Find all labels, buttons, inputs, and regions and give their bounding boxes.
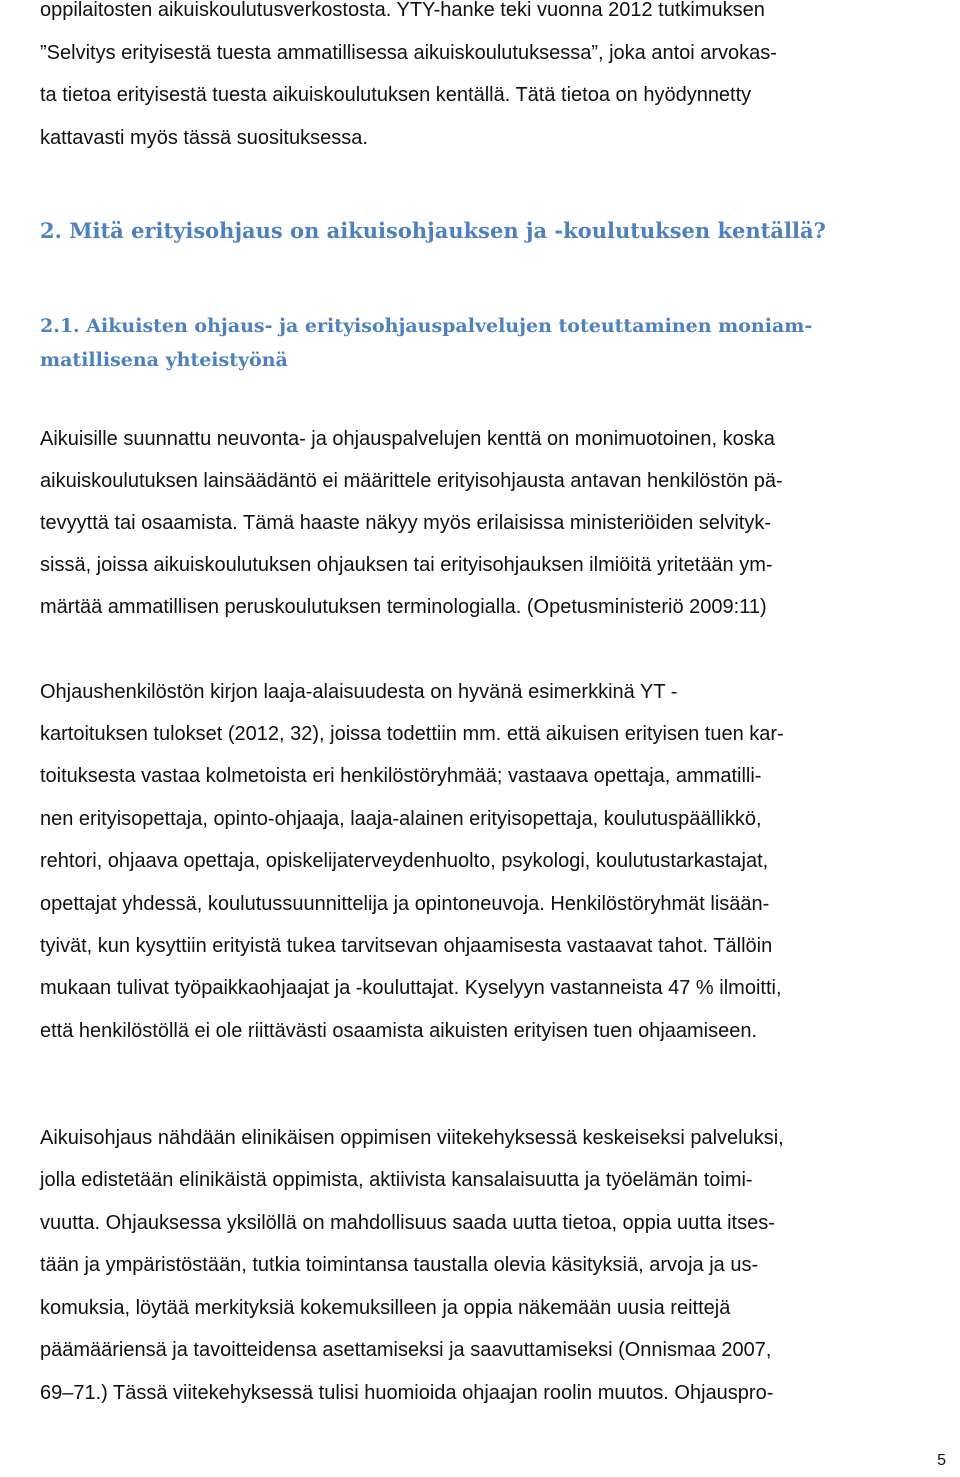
- text-line: Aikuisille suunnattu neuvonta- ja ohjauspalvelujen kenttä on monimuotoinen, koska: [40, 428, 775, 450]
- text-line: Aikuisohjaus nähdään elinikäisen oppimisen viitekehyksessä keskeiseksi palveluksi,: [40, 1127, 784, 1149]
- text-line: opettajat yhdessä, koulutussuunnittelija ja opintoneuvoja. Henkilöstöryhmät lisään-: [40, 893, 770, 915]
- text-line: nen erityisopettaja, opinto-ohjaaja, laaja-alainen erityisopettaja, koulutuspäällikkö,: [40, 808, 762, 830]
- text-line: mukaan tulivat työpaikkaohjaajat ja -kouluttajat. Kyselyyn vastanneista 47 % ilmoitti,: [40, 977, 782, 999]
- text-line: oppilaitosten aikuiskoulutusverkostosta. YTY-hanke teki vuonna 2012 tutkimuksen: [40, 0, 765, 21]
- page-number: 5: [937, 1452, 946, 1469]
- text-line: toituksesta vastaa kolmetoista eri henkilöstöryhmää; vastaava opettaja, ammatilli-: [40, 765, 762, 787]
- text-line: 69–71.) Tässä viitekehyksessä tulisi huomioida ohjaajan roolin muutos. Ohjauspro-: [40, 1382, 774, 1404]
- text-line: kattavasti myös tässä suosituksessa.: [40, 127, 368, 149]
- text-line: Ohjaushenkilöstön kirjon laaja-alaisuudesta on hyvänä esimerkkinä YT -: [40, 681, 678, 703]
- text-line: tään ja ympäristöstään, tutkia toimintansa taustalla olevia käsityksiä, arvoja ja us-: [40, 1254, 759, 1276]
- text-line: märtää ammatillisen peruskoulutuksen terminologialla. (Opetusministeriö 2009:11): [40, 596, 767, 618]
- text-line: komuksia, löytää merkityksiä kokemuksilleen ja oppia näkemään uusia reittejä: [40, 1297, 731, 1319]
- text-line: vuutta. Ohjauksessa yksilöllä on mahdollisuus saada uutta tietoa, oppia uutta itses-: [40, 1212, 775, 1234]
- subsection-heading-line: matillisena yhteistyönä: [40, 349, 288, 371]
- section-heading: 2. Mitä erityisohjaus on aikuisohjauksen ja -koulutuksen kentällä?: [40, 218, 826, 243]
- text-line: ”Selvitys erityisestä tuesta ammatillisessa aikuiskoulutuksessa”, joka antoi arvokas-: [40, 42, 777, 64]
- text-line: kartoituksen tulokset (2012, 32), joissa todettiin mm. että aikuisen erityisen tuen kar-: [40, 723, 784, 745]
- text-line: ta tietoa erityisestä tuesta aikuiskoulutuksen kentällä. Tätä tietoa on hyödynnetty: [40, 84, 752, 106]
- text-line: rehtori, ohjaava opettaja, opiskelijaterveydenhuolto, psykologi, koulutustarkastajat,: [40, 850, 769, 872]
- text-line: jolla edistetään elinikäistä oppimista, aktiivista kansalaisuutta ja työelämän toimi-: [40, 1169, 753, 1191]
- text-line: päämääriensä ja tavoitteidensa asettamiseksi ja saavuttamiseksi (Onnismaa 2007,: [40, 1339, 772, 1361]
- text-line: tyivät, kun kysyttiin erityistä tukea tarvitsevan ohjaamisesta vastaavat tahot. Tällöin: [40, 935, 773, 957]
- text-line: aikuiskoulutuksen lainsäädäntö ei määrittele erityisohjausta antavan henkilöstön pä-: [40, 470, 783, 492]
- subsection-heading-line: 2.1. Aikuisten ohjaus- ja erityisohjauspalvelujen toteuttaminen moniam-: [40, 315, 813, 337]
- text-line: että henkilöstöllä ei ole riittävästi osaamista aikuisten erityisen tuen ohjaamiseen.: [40, 1020, 758, 1042]
- text-line: sissä, joissa aikuiskoulutuksen ohjauksen tai erityisohjauksen ilmiöitä yritetään ym-: [40, 554, 773, 576]
- text-line: tevyyttä tai osaamista. Tämä haaste näkyy myös erilaisissa ministeriöiden selvityk-: [40, 512, 772, 534]
